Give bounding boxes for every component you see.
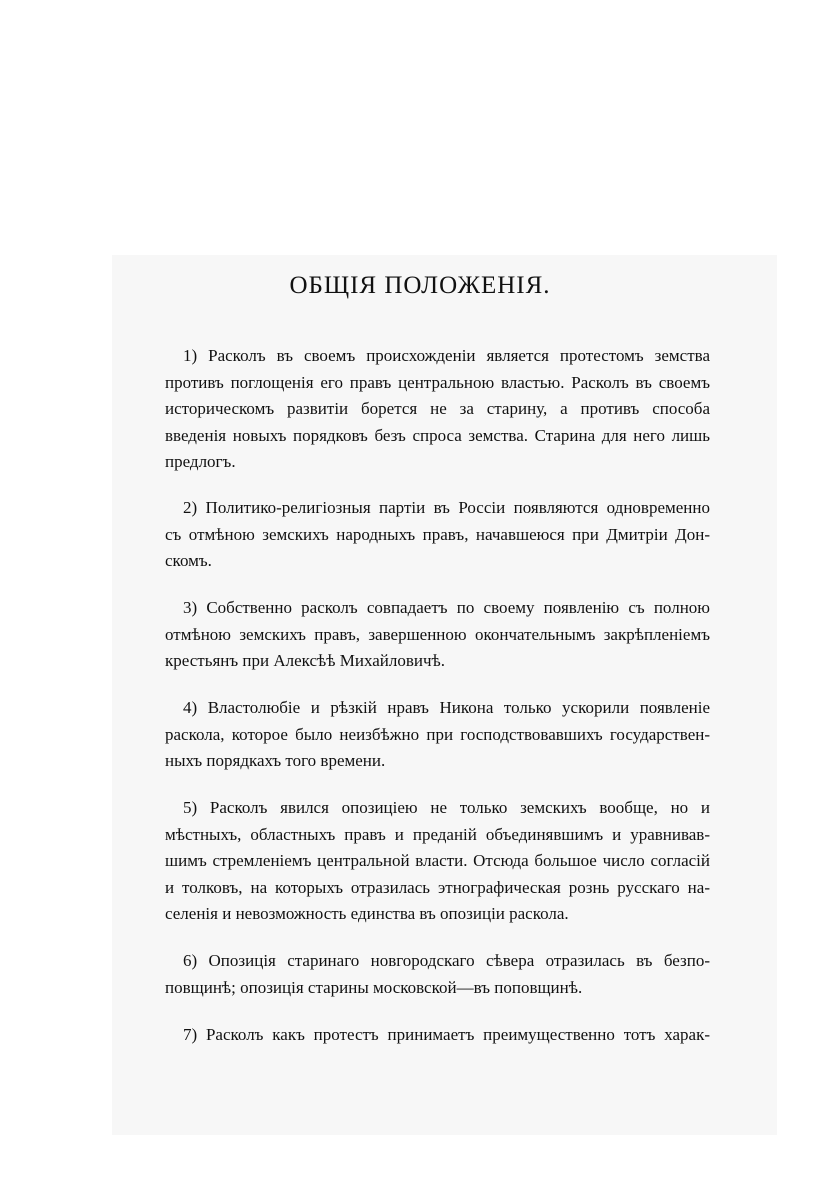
paragraph-4 bbox=[165, 695, 710, 775]
text-line: 5) Расколъ явился опозиціею не только земскихъ вообще, но и bbox=[183, 798, 710, 817]
text-line: 1) Расколъ въ своемъ происхожденіи является протестомъ земства bbox=[183, 346, 710, 365]
text-line: 7) Расколъ какъ протестъ принимаетъ преимущественно тотъ харак- bbox=[183, 1025, 710, 1044]
paragraph-5 bbox=[165, 795, 710, 928]
paragraph-2 bbox=[165, 495, 710, 575]
text-line: противъ поглощенія его правъ центральною властью. Расколъ въ своемъ bbox=[165, 372, 710, 392]
paragraph-7 bbox=[165, 1022, 710, 1049]
text-line: скомъ. bbox=[165, 551, 212, 570]
text-line: шимъ стремленіемъ центральной власти. Отсюда большое число согласій bbox=[165, 851, 710, 870]
text-line: историческомъ развитіи борется не за старину, а противъ способа bbox=[165, 399, 710, 418]
page-title: ОБЩІЯ ПОЛОЖЕНІЯ. bbox=[289, 272, 551, 299]
text-line: крестьянъ при Алексѣѣ Михайловичѣ. bbox=[165, 651, 446, 670]
paragraph-6 bbox=[165, 948, 710, 1001]
text-line: 4) Властолюбіе и рѣзкій нравъ Никона только ускорили появленіе bbox=[183, 698, 710, 717]
paragraph-3 bbox=[165, 595, 710, 675]
text-line: селенія и невозможность единства въ опозиціи раскола. bbox=[165, 904, 569, 923]
paragraph-1 bbox=[165, 343, 710, 476]
text-line: раскола, которое было неизбѣжно при господствовавшихъ государствен- bbox=[165, 724, 710, 744]
text-line: отмѣною земскихъ правъ, завершенною окончательнымъ закрѣпленіемъ bbox=[165, 624, 710, 644]
text-line: съ отмѣною земскихъ народныхъ правъ, начавшеюся при Дмитріи Дон- bbox=[165, 524, 710, 544]
text-line: 6) Опозиція старинаго новгородскаго сѣвера отразилась въ безпо- bbox=[183, 951, 710, 970]
text-line: 3) Собственно расколъ совпадаетъ по своему появленію съ полною bbox=[183, 598, 710, 617]
text-line: ныхъ порядкахъ того времени. bbox=[165, 751, 386, 770]
text-line: и толковъ, на которыхъ отразилась этнографическая рознь русскаго на- bbox=[165, 877, 710, 897]
text-line: введенія новыхъ порядковъ безъ спроса земства. Старина для него лишь bbox=[165, 425, 710, 445]
text-line: мѣстныхъ, областныхъ правъ и преданій объединявшимъ и уравнивав- bbox=[165, 824, 710, 844]
text-line: предлогъ. bbox=[165, 452, 236, 471]
text-line: повщинѣ; опозиція старины московской—въ поповщинѣ. bbox=[165, 977, 583, 997]
text-line: 2) Политико-религіозныя партіи въ Россіи появляются одновременно bbox=[183, 498, 710, 517]
